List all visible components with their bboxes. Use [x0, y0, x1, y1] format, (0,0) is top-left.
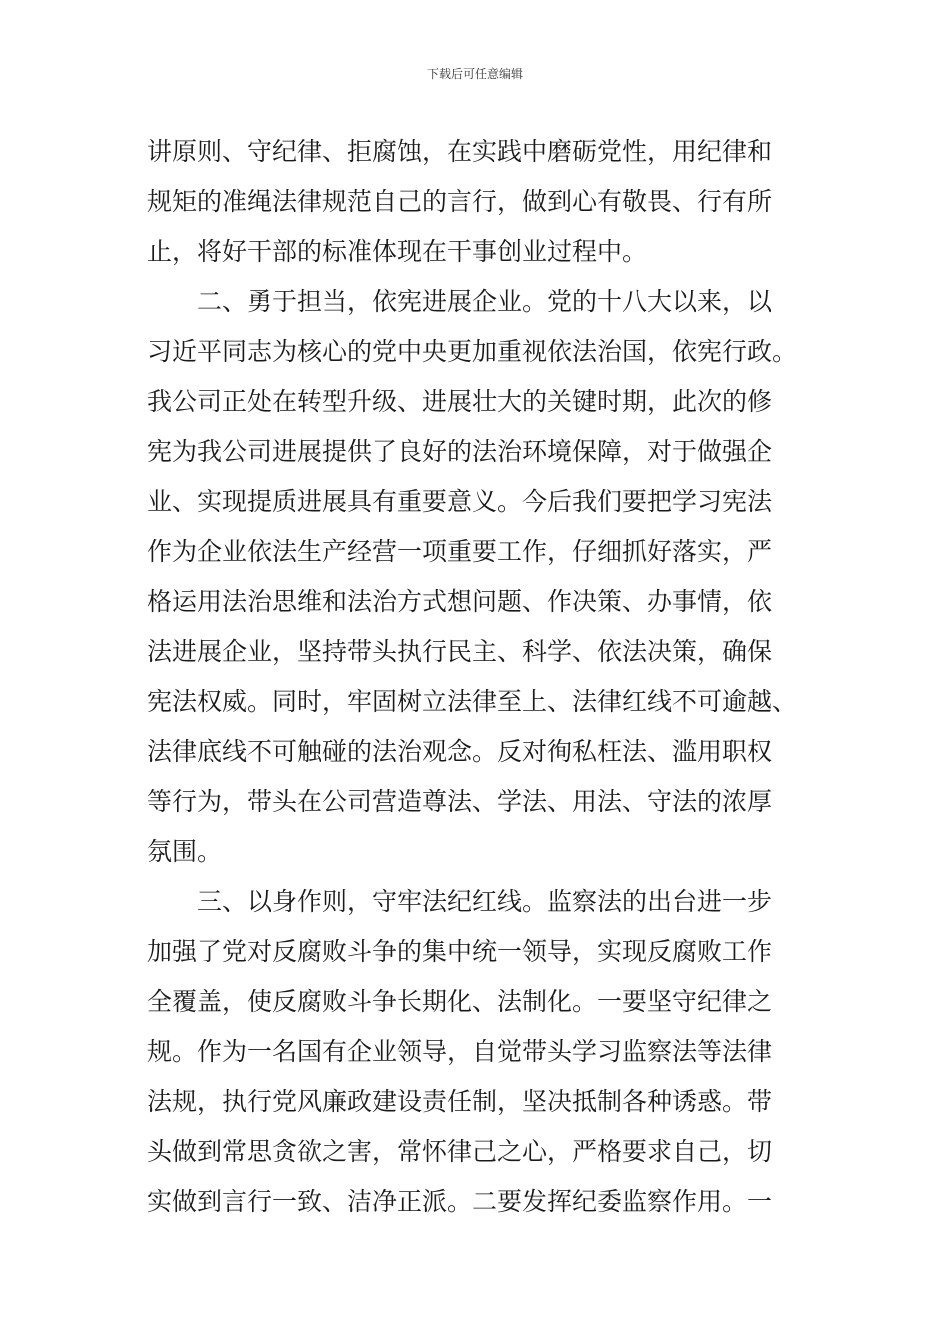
- paragraph-first-line: 三、以身作则，守牢法纪红线。监察法的出台进一步: [197, 887, 773, 916]
- text-line: 法律底线不可触碰的法治观念。反对徇私枉法、滥用职权: [147, 737, 773, 766]
- text-line: 习近平同志为核心的党中央更加重视依法治国，依宪行政。: [147, 337, 798, 366]
- text-line: 宪为我公司进展提供了良好的法治环境保障，对于做强企: [147, 437, 773, 466]
- text-line: 实做到言行一致、洁净正派。二要发挥纪委监察作用。一: [147, 1187, 773, 1216]
- text-line: 法规，执行党风廉政建设责任制，坚决抵制各种诱惑。带: [147, 1087, 773, 1116]
- text-line: 格运用法治思维和法治方式想问题、作决策、办事情，依: [147, 587, 773, 616]
- text-line: 规。作为一名国有企业领导，自觉带头学习监察法等法律: [147, 1037, 773, 1066]
- document-body: [147, 127, 807, 1227]
- text-line: 我公司正处在转型升级、进展壮大的关键时期，此次的修: [147, 387, 773, 416]
- text-line: 止，将好干部的标准体现在干事创业过程中。: [147, 237, 648, 266]
- text-line: 等行为，带头在公司营造尊法、学法、用法、守法的浓厚: [147, 787, 773, 816]
- text-line: 法进展企业，坚持带头执行民主、科学、依法决策，确保: [147, 637, 773, 666]
- text-line: 讲原则、守纪律、拒腐蚀，在实践中磨砺党性，用纪律和: [147, 137, 773, 166]
- text-line: 头做到常思贪欲之害，常怀律己之心，严格要求自己，切: [147, 1137, 773, 1166]
- text-line: 作为企业依法生产经营一项重要工作，仔细抓好落实，严: [147, 537, 773, 566]
- page-header: 下载后可任意编辑: [426, 67, 523, 81]
- text-line: 规矩的准绳法律规范自己的言行，做到心有敬畏、行有所: [147, 187, 773, 216]
- text-line: 全覆盖，使反腐败斗争长期化、法制化。一要坚守纪律之: [147, 987, 773, 1016]
- text-line: 加强了党对反腐败斗争的集中统一领导，实现反腐败工作: [147, 937, 773, 966]
- paragraph-first-line: 二、勇于担当，依宪进展企业。党的十八大以来，以: [197, 287, 773, 316]
- text-line: 宪法权威。同时，牢固树立法律至上、法律红线不可逾越、: [147, 687, 798, 716]
- text-line: 业、实现提质进展具有重要意义。今后我们要把学习宪法: [147, 487, 773, 516]
- text-line: 氛围。: [147, 837, 223, 866]
